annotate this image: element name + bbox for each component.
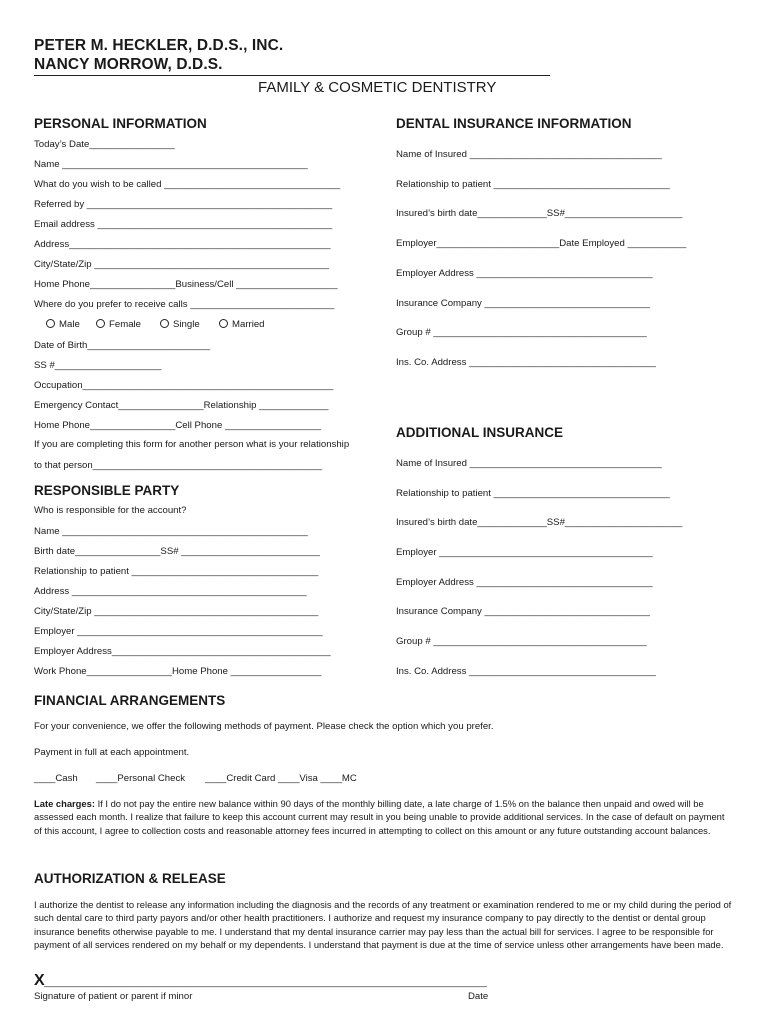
ai-employer-address-field[interactable]: Employer Address _________________________________ — [396, 577, 653, 588]
date-of-birth-field[interactable]: Date of Birth_______________________ — [34, 340, 211, 351]
male-radio[interactable]: Male — [46, 319, 80, 330]
ai-birth-ss-field[interactable]: Insured’s birth date_____________SS#______________________ — [396, 517, 683, 528]
di-employer-field[interactable]: Employer_______________________Date Employed ___________ — [396, 238, 687, 249]
occupation-field[interactable]: Occupation_______________________________________________ — [34, 380, 334, 391]
late-charges-paragraph — [34, 797, 734, 837]
authorization-text: I authorize the dentist to release any information including the diagnosis and the records of any treatment or examination rendered to me or my child during the period of such dental care to third party payors and/or other health practitioners. I authorize and request my insurance company to pay directly to the dentist or dental group insurance benefits otherwise payable to me. I understand that my dental insurance carrier may pay less than the actual bill for services. I agree to be responsible for payment of all services rendered on my behalf or my dependents. I understand that payment is due at the time of service unless other arrangements have been made. — [34, 899, 732, 951]
city-state-zip-field[interactable]: City/State/Zip ____________________________________________ — [34, 259, 330, 270]
ai-employer-field[interactable]: Employer ________________________________________ — [396, 547, 653, 558]
home-business-phone-field[interactable]: Home Phone________________Business/Cell ___________________ — [34, 279, 338, 290]
emergency-contact-field[interactable]: Emergency Contact________________Relationship _____________ — [34, 400, 329, 411]
late-charges-text: If I do not pay the entire new balance within 90 days of the monthly billing date, a late charge of 1.5% on the balance then unpaid and owed will be assessed each month. I realize that failure to keep this account current may result in you being unable to provide additional services. In the case of default on payment of this account, I agree to collection costs and reasonable attorney fees incurred in attempting to collect on this amount or any future outstanding account balances. — [34, 798, 725, 836]
ai-relationship-field[interactable]: Relationship to patient _________________________________ — [396, 488, 670, 499]
address-field[interactable]: Address_________________________________________________ — [34, 239, 331, 250]
authorization-heading: AUTHORIZATION & RELEASE — [34, 871, 226, 886]
rp-employer-address-field[interactable]: Employer Address_________________________________________ — [34, 646, 331, 657]
practice-subtitle: FAMILY & COSMETIC DENTISTRY — [258, 79, 497, 96]
rp-birth-ss-field[interactable]: Birth date________________SS# __________________________ — [34, 546, 320, 557]
rp-relationship-field[interactable]: Relationship to patient ___________________________________ — [34, 566, 319, 577]
cash-option[interactable]: ____Cash — [34, 773, 78, 784]
rp-name-field[interactable]: Name ______________________________________________ — [34, 526, 308, 537]
personal-check-option[interactable]: ____Personal Check — [96, 773, 186, 784]
payment-in-full: Payment in full at each appointment. — [34, 747, 190, 758]
home-cell-phone-field[interactable]: Home Phone________________Cell Phone __________________ — [34, 420, 322, 431]
practice-name-1: PETER M. HECKLER, D.D.S., INC. — [34, 37, 284, 54]
rp-address-field[interactable]: Address ____________________________________________ — [34, 586, 307, 597]
responsible-party-heading: RESPONSIBLE PARTY — [34, 483, 180, 498]
di-ins-co-address-field[interactable]: Ins. Co. Address ___________________________________ — [396, 357, 656, 368]
radio-circle-icon — [96, 319, 105, 328]
additional-insurance-heading: ADDITIONAL INSURANCE — [396, 425, 564, 440]
relationship-field[interactable]: to that person___________________________________________ — [34, 460, 323, 471]
radio-circle-icon — [160, 319, 169, 328]
responsible-question: Who is responsible for the account? — [34, 505, 187, 516]
dental-insurance-heading: DENTAL INSURANCE INFORMATION — [396, 116, 632, 131]
email-field[interactable]: Email address ____________________________________________ — [34, 219, 333, 230]
ai-group-field[interactable]: Group # ________________________________________ — [396, 636, 647, 647]
referred-by-field[interactable]: Referred by ______________________________________________ — [34, 199, 333, 210]
signature-label: Signature of patient or parent if minor — [34, 991, 193, 1002]
todays-date-field[interactable]: Today’s Date________________ — [34, 139, 175, 150]
ai-name-of-insured-field[interactable]: Name of Insured ____________________________________ — [396, 458, 662, 469]
di-relationship-field[interactable]: Relationship to patient _________________________________ — [396, 179, 670, 190]
di-group-field[interactable]: Group # ________________________________________ — [396, 327, 647, 338]
single-radio[interactable]: Single — [160, 319, 200, 330]
relationship-question: If you are completing this form for another person what is your relationship — [34, 439, 350, 450]
practice-name-2: NANCY MORROW, D.D.S. — [34, 56, 223, 73]
credit-card-option[interactable]: ____Credit Card ____Visa ____MC — [205, 773, 357, 784]
name-field[interactable]: Name ______________________________________________ — [34, 159, 308, 170]
female-radio[interactable]: Female — [96, 319, 141, 330]
radio-circle-icon — [46, 319, 55, 328]
header-rule — [34, 75, 550, 76]
rp-employer-field[interactable]: Employer ______________________________________________ — [34, 626, 323, 637]
married-radio[interactable]: Married — [219, 319, 265, 330]
ai-ins-co-address-field[interactable]: Ins. Co. Address ___________________________________ — [396, 666, 656, 677]
personal-info-heading: PERSONAL INFORMATION — [34, 116, 207, 131]
ss-number-field[interactable]: SS #____________________ — [34, 360, 162, 371]
preferred-name-field[interactable]: What do you wish to be called _________________________________ — [34, 179, 341, 190]
rp-city-state-zip-field[interactable]: City/State/Zip __________________________________________ — [34, 606, 319, 617]
late-charges-label: Late charges: — [34, 798, 95, 809]
di-birth-ss-field[interactable]: Insured’s birth date_____________SS#______________________ — [396, 208, 683, 219]
di-employer-address-field[interactable]: Employer Address _________________________________ — [396, 268, 653, 279]
date-label: Date — [468, 991, 489, 1002]
signature-line[interactable]: ___________________________________________________________________________________ — [44, 977, 487, 988]
receive-calls-field[interactable]: Where do you prefer to receive calls ___________________________ — [34, 299, 335, 310]
financial-heading: FINANCIAL ARRANGEMENTS — [34, 693, 226, 708]
rp-phones-field[interactable]: Work Phone________________Home Phone _________________ — [34, 666, 322, 677]
signature-x-mark: X — [34, 972, 45, 989]
financial-intro: For your convenience, we offer the following methods of payment. Please check the option which you prefer. — [34, 721, 494, 732]
di-insurance-company-field[interactable]: Insurance Company _______________________________ — [396, 298, 650, 309]
di-name-of-insured-field[interactable]: Name of Insured ____________________________________ — [396, 149, 662, 160]
radio-circle-icon — [219, 319, 228, 328]
ai-insurance-company-field[interactable]: Insurance Company _______________________________ — [396, 606, 650, 617]
